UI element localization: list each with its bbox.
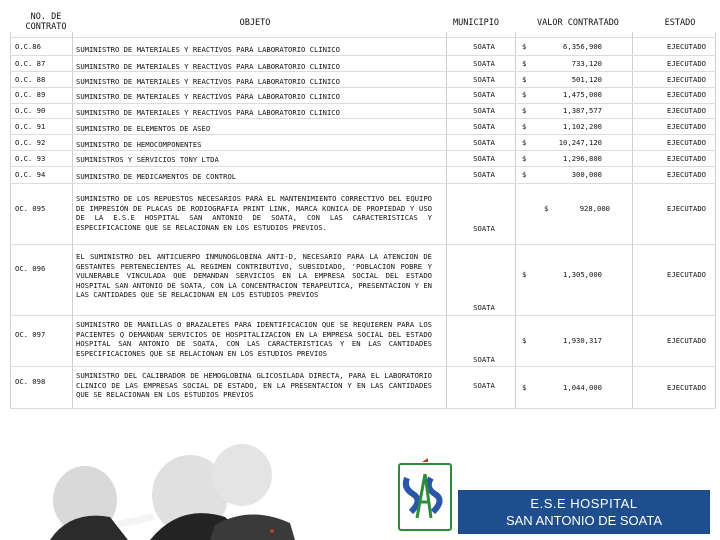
row-municipio: SOATA xyxy=(473,59,495,68)
row-estado: EJECUTADO xyxy=(667,336,706,345)
row-municipio: SOATA xyxy=(473,75,495,84)
row-number: OC. 096 xyxy=(15,264,46,273)
row-objeto: SUMINISTRO DE MEDICAMENTOS DE CONTROL xyxy=(76,172,237,181)
row-municipio: SOATA xyxy=(473,122,495,131)
row-municipio: SOATA xyxy=(473,90,495,99)
row-currency: $ xyxy=(522,383,527,392)
row-estado: EJECUTADO xyxy=(667,122,706,131)
row-currency: $ xyxy=(522,138,527,147)
row-objeto: SUMINISTRO DE ELEMENTOS DE ASEO xyxy=(76,124,211,133)
row-number: OC. 095 xyxy=(15,204,46,213)
row-estado: EJECUTADO xyxy=(667,154,706,163)
row-municipio: SOATA xyxy=(473,42,495,51)
row-estado: EJECUTADO xyxy=(667,270,706,279)
row-objeto: SUMINISTROS Y SERVICIOS TONY LTDA xyxy=(76,155,219,164)
row-currency: $ xyxy=(522,336,527,345)
row-estado: EJECUTADO xyxy=(667,90,706,99)
row-estado: EJECUTADO xyxy=(667,138,706,147)
row-valor: 1,475,000 xyxy=(563,90,602,99)
row-estado: EJECUTADO xyxy=(667,42,706,51)
header-valor: VALOR CONTRATADO xyxy=(537,18,619,28)
hospital-name-banner xyxy=(458,490,710,534)
row-valor: 1,044,000 xyxy=(563,383,602,392)
banner-line-2: SAN ANTONIO DE SOATA xyxy=(505,513,663,528)
row-number: O.C. 91 xyxy=(15,122,46,131)
row-municipio: SOATA xyxy=(473,224,495,233)
row-estado: EJECUTADO xyxy=(667,170,706,179)
row-valor: 1,305,000 xyxy=(563,270,602,279)
row-number: O.C. 87 xyxy=(15,59,46,68)
row-currency: $ xyxy=(522,154,527,163)
row-municipio: SOATA xyxy=(473,154,495,163)
row-number: O.C. 92 xyxy=(15,138,46,147)
row-valor: 1,387,577 xyxy=(563,106,602,115)
row-currency: $ xyxy=(522,270,527,279)
row-municipio: SOATA xyxy=(473,106,495,115)
row-currency: $ xyxy=(522,122,527,131)
row-valor: 300,000 xyxy=(571,170,602,179)
row-valor: 928,000 xyxy=(579,204,610,213)
row-number: O.C. 89 xyxy=(15,90,46,99)
row-objeto: SUMINISTRO DE MATERIALES Y REACTIVOS PARA LABORATORIO CLINICO xyxy=(76,77,340,86)
banner-line-1: E.S.E HOSPITAL xyxy=(530,496,638,511)
row-estado: EJECUTADO xyxy=(667,204,706,213)
row-number: O.C. 94 xyxy=(15,170,46,179)
row-objeto: SUMINISTRO DE MATERIALES Y REACTIVOS PARA LABORATORIO CLINICO xyxy=(76,92,340,101)
row-number: O.C. 90 xyxy=(15,106,46,115)
row-estado: EJECUTADO xyxy=(667,59,706,68)
row-valor: 10,247,120 xyxy=(558,138,602,147)
row-estado: EJECUTADO xyxy=(667,383,706,392)
row-valor: 1,102,200 xyxy=(563,122,602,131)
row-currency: $ xyxy=(522,59,527,68)
row-number: OC. 097 xyxy=(15,330,46,339)
row-currency: $ xyxy=(544,204,549,213)
row-municipio: SOATA xyxy=(473,170,495,179)
row-municipio: SOATA xyxy=(473,303,495,312)
row-currency: $ xyxy=(522,90,527,99)
row-valor: 6,356,900 xyxy=(563,42,602,51)
header-estado: ESTADO xyxy=(664,18,696,28)
row-currency: $ xyxy=(522,42,527,51)
row-objeto: SUMINISTRO DE MATERIALES Y REACTIVOS PARA LABORATORIO CLINICO xyxy=(76,62,340,71)
row-objeto: EL SUMINISTRO DEL ANTICUERPO INMUNOGLOBINA ANTI-D, NECESARIO PARA LA ATENCION DE GESTANTES PERTENECIENTES AL REGIMEN CONTRIBUTIVO, SUBSIDIADO, 'POBLACION POBRE Y VULNERABLE VINCULADA QUE DEMANDAN SERVICIOS EN LA EMPRESA SOCIAL DEL ESTADO HOSPITAL SAN ANTONIO DE SOATA, CON LA CONCENTRACION TERAPEUTICA, PRESENTACION Y EN LAS CANTIDADES QUE SE RELACIONAN EN LOS ESTUDIOS PREVIOS xyxy=(76,252,432,300)
row-objeto: SUMINISTRO DE MANILLAS O BRAZALETES PARA IDENTIFICACION QUE SE REQUIEREN PARA LOS PACIENTES Q DEMANDAN SERVICIOS DE HOSPITALIZACION EN LA EMPRESA SOCIAL DEL ESTADO HOSPITAL SAN ANTONIO DE SOATA, CON LAS CARACTERISTICAS Y EN LAS CANTIDADES ESPECIFICACIONES QUE SE RELACIONAN EN LOS ESTUDIOS PREVIOS xyxy=(76,320,432,358)
hospital-sas-logo xyxy=(395,458,455,534)
row-municipio: SOATA xyxy=(473,138,495,147)
row-valor: 733,120 xyxy=(571,59,602,68)
row-currency: $ xyxy=(522,75,527,84)
row-number: OC. 098 xyxy=(15,377,46,386)
row-estado: EJECUTADO xyxy=(667,75,706,84)
row-number: O.C. 88 xyxy=(15,75,46,84)
row-estado: EJECUTADO xyxy=(667,106,706,115)
row-number: O.C.86 xyxy=(15,42,41,51)
business-figures-illustration xyxy=(10,405,300,540)
row-objeto: SUMINISTRO DEL CALIBRADOR DE HEMOGLOBINA GLICOSILADA DIRECTA, PARA EL LABORATORIO CLINICO DE LAS EMPRESAS SOCIAL DE ESTADO, EN LA PRESENTACION Y EN LAS CANTIDADES QUE SE RELACIONAN EN LOS ESTUDIOS PREVIOS xyxy=(76,371,432,400)
header-municipio: MUNICIPIO xyxy=(452,18,500,28)
row-objeto: SUMINISTRO DE MATERIALES Y REACTIVOS PARA LABORATORIO CLINICO xyxy=(76,108,340,117)
row-objeto: SUMINISTRO DE MATERIALES Y REACTIVOS PARA LABORATORIO CLINICO xyxy=(76,45,340,54)
row-objeto: SUMINISTRO DE LOS REPUESTOS NECESARIOS PARA EL MANTENIMIENTO CORRECTIVO DEL EQUIPO DE IMPRESIÓN DE PLACAS DE RODIOGRAFIA PRINT LINK, MARCA KONICA DE PROPIEDAD Y USO DE LA E.S.E HOSPITAL SAN ANTONIO DE SOATA, CON LAS CARACTERISTICAS Y ESPECIFICACIONE QUE SE RELACIONAN EN LOS ESTUDIOS PREVIOS. xyxy=(76,194,432,232)
header-objeto: OBJETO xyxy=(239,18,271,28)
row-valor: 501,120 xyxy=(571,75,602,84)
row-number: O.C. 93 xyxy=(15,154,46,163)
row-valor: 1,296,800 xyxy=(563,154,602,163)
row-municipio: SOATA xyxy=(473,355,495,364)
header-no-contrato: NO. DE CONTRATO xyxy=(25,12,67,32)
row-valor: 1,930,317 xyxy=(563,336,602,345)
row-currency: $ xyxy=(522,106,527,115)
row-objeto: SUMINISTRO DE HEMOCOMPONENTES xyxy=(76,140,202,149)
row-currency: $ xyxy=(522,170,527,179)
row-municipio: SOATA xyxy=(473,381,495,390)
